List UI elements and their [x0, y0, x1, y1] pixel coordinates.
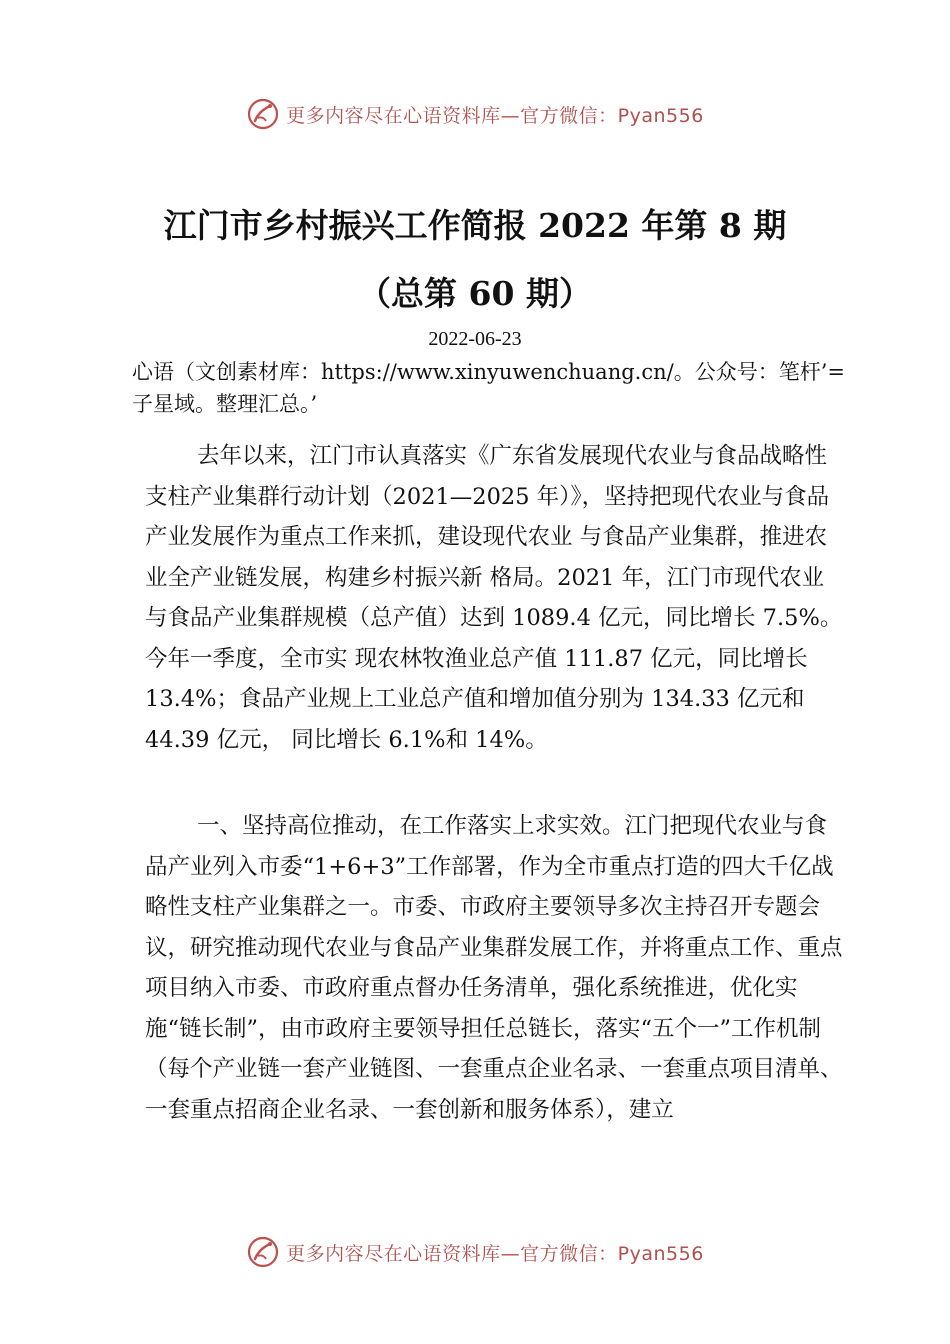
- header-banner: [0, 94, 950, 134]
- brush-logo-icon: [246, 1235, 280, 1269]
- publish-date: 2022-06-23: [428, 328, 522, 350]
- document-title: 江门市乡村振兴工作简报 2022 年第 8 期: [163, 206, 787, 245]
- footer-banner: [0, 1232, 950, 1272]
- document-subtitle: （总第 60 期）: [358, 274, 592, 313]
- footer-banner-text: 更多内容尽在心语资料库—官方微信：Pyan556: [286, 1242, 704, 1265]
- body-paragraph: 去年以来，江门市认真落实《广东省发展现代农业与食品战略性支柱产业集群行动计划（2021—2025 年）》，坚持把现代农业与食品产业发展作为重点工作来抓，建设现代农业 与食品产业集群，推进农业全产业链发展，构建乡村振兴新 格局。2021 年，江门市现代农业与食品产业集群规模（总产值）达到 1089.4 亿元，同比增长 7.5%。今年一季度，全市实 现农林牧渔业总产值 111.87 亿元，同比增长 13.4%；食品产业规上工业总产值和增加值分别为 134.33 亿元和 44.39 亿元， 同比增长 6.1%和 14%。: [145, 443, 843, 753]
- brush-logo-icon: [246, 97, 280, 131]
- body-paragraph: 一、坚持高位推动，在工作落实上求实效。江门把现代农业与食品产业列入市委“1+6+3”工作部署，作为全市重点打造的四大千亿战略性支柱产业集群之一。市委、市政府主要领导多次主持召开专题会议，研究推动现代农业与食品产业集群发展工作，并将重点工作、重点项目纳入市委、市政府重点督办任务清单，强化系统推进，优化实施“链长制”，由市政府主要领导担任总链长，落实“五个一”工作机制（每个产业链一套产业链图、一套重点企业名录、一套重点项目清单、一套重点招商企业名录、一套创新和服务体系），建立: [145, 813, 843, 1123]
- source-note: 心语（文创素材库：https://www.xinyuwenchuang.cn/。公众号：笔杆’=子星域。整理汇总。’: [132, 360, 845, 416]
- banner-text: 更多内容尽在心语资料库—官方微信：Pyan556: [286, 104, 704, 127]
